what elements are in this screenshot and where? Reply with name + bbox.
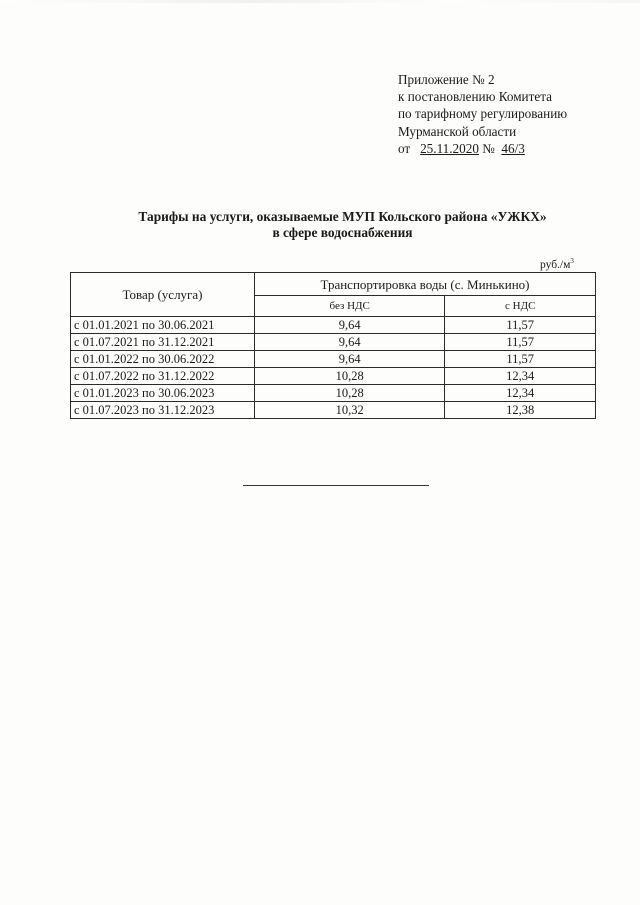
period-cell: с 01.07.2022 по 31.12.2022 <box>71 368 255 385</box>
period-cell: с 01.07.2021 по 31.12.2021 <box>71 334 255 351</box>
with-vat-cell: 11,57 <box>445 317 596 334</box>
table-row <box>71 368 596 385</box>
table-row <box>71 385 596 402</box>
product-header: Товар (услуга) <box>71 273 255 317</box>
without-vat-cell: 10,32 <box>255 402 445 419</box>
unit-text: руб./м <box>540 258 571 271</box>
table-row <box>71 334 596 351</box>
unit-superscript: 3 <box>570 257 574 265</box>
number-label: № <box>482 140 495 156</box>
without-vat-cell: 10,28 <box>255 385 445 402</box>
col-with-vat-header: с НДС <box>445 296 596 317</box>
appendix-line-2: к постановлению Комитета <box>398 89 552 105</box>
without-vat-cell: 9,64 <box>255 351 445 368</box>
resolution-number: 46/3 <box>501 140 525 156</box>
scan-edge-artifact <box>0 0 640 3</box>
group-header: Транспортировка воды (с. Минькино) <box>255 273 596 296</box>
with-vat-cell: 11,57 <box>445 334 596 351</box>
period-cell: с 01.01.2021 по 30.06.2021 <box>71 317 255 334</box>
appendix-header <box>398 71 567 157</box>
from-label: от <box>398 140 411 156</box>
without-vat-cell: 9,64 <box>255 317 445 334</box>
period-cell: с 01.07.2023 по 31.12.2023 <box>71 402 255 419</box>
table-row <box>71 351 596 368</box>
tariffs-table <box>70 272 596 419</box>
title-line-1: Тарифы на услуги, оказываемые МУП Кольского района «УЖКХ» <box>138 209 547 224</box>
document-title <box>60 209 625 241</box>
table-row <box>71 317 596 334</box>
appendix-line-3: по тарифному регулированию <box>398 106 568 122</box>
with-vat-cell: 12,34 <box>445 368 596 385</box>
without-vat-cell: 9,64 <box>255 334 445 351</box>
period-cell: с 01.01.2022 по 30.06.2022 <box>71 351 255 368</box>
resolution-date: 25.11.2020 <box>420 140 479 156</box>
table-row <box>71 402 596 419</box>
unit-label <box>540 257 574 271</box>
period-cell: с 01.01.2023 по 30.06.2023 <box>71 385 255 402</box>
appendix-line-1: Приложение № 2 <box>398 72 495 87</box>
with-vat-cell: 12,34 <box>445 385 596 402</box>
appendix-date-line <box>398 140 567 157</box>
title-line-2: в сфере водоснабжения <box>272 225 413 240</box>
with-vat-cell: 11,57 <box>445 351 596 368</box>
appendix-line-4: Мурманской области <box>398 123 517 139</box>
col-without-vat-header: без НДС <box>255 296 445 317</box>
without-vat-cell: 10,28 <box>255 368 445 385</box>
closing-separator-line <box>243 485 429 486</box>
with-vat-cell: 12,38 <box>445 402 596 419</box>
